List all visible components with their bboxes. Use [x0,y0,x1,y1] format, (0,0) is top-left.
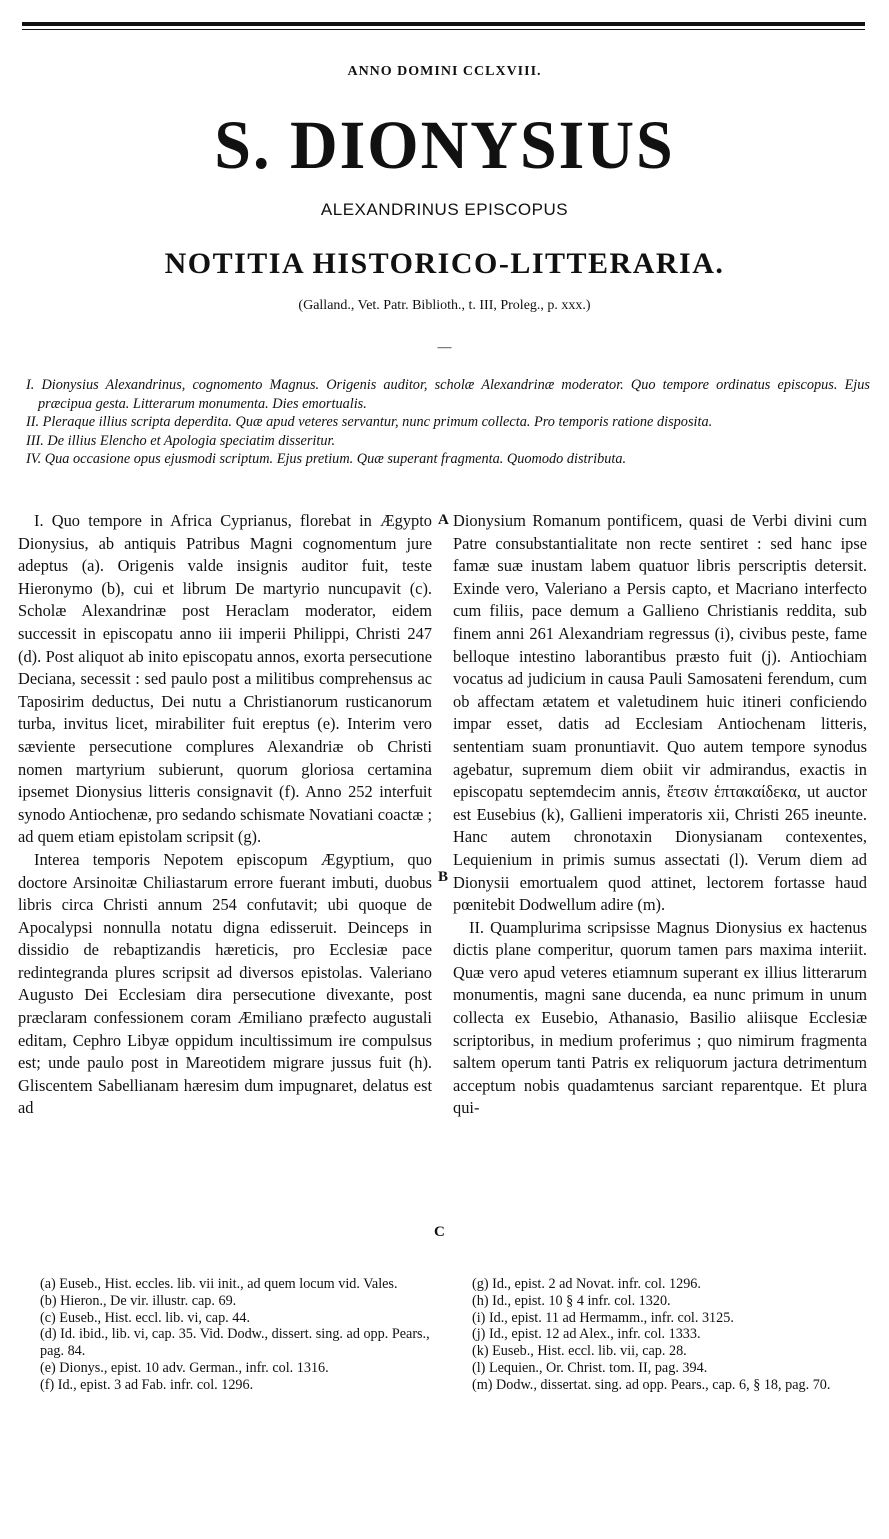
footnote-f: (f) Id., epist. 3 ad Fab. infr. col. 1296. [40,1376,254,1393]
summary-item-4: IV. Qua occasione opus ejusmodi scriptum. Ejus pretium. Quæ superant fragmenta. Quomodo distributa. [26,451,627,468]
footnote-i: (i) Id., epist. 11 ad Hermamm., infr. col. 3125. [472,1309,734,1326]
paragraph: Dionysium Romanum pontificem, quasi de Verbi divini cum Patre consubstantialitate non recte sentiret : sed hanc ipse famæ suæ inustam labem quatuor libris perscriptis detersit. Exinde vero, Valeriano a Persis capto, et Macriano interfecto cum filiis, pace demum a Gallieno Christianis reddita, sub finem anni 261 Alexandriam regressus (i), civibus peste, fame belloque intestino laborantibus præsto fuit (j). Antiochiam vocatus ad judicium in causa Pauli Samosateni ferendum, cum ob affectam ætatem et valetudinem huic itineri conficiendo impar esset, datis ad Ecclesiam Antiochenam litteris, sententiam suam pronuntiavit. Quo autem tempore synodus agebatur, supremum diem obiit vir admirandus, exactis in episcopatu septemdecim annis, ἔτεσιν ἑπτακαίδεκα, ut auctor est Eusebius (k), Gallieni imperatoris xii, Christi 265 ineunte. Hanc autem chronotaxin Dionysianam contexentes, Lequienium in primis sumus assectati (l). Verum diem ad Dionysii emortualem quod attinet, lectorem fortasse haud pœnitebit Dodwellum adire (m). [453,511,867,915]
body-column-right [453,510,867,1120]
paragraph: II. Quamplurima scripsisse Magnus Dionysius ex hactenus dictis plane comperitur, quorum tamen pars maxima interiit. Quæ vero apud veteres etiamnum superant ex illius litterarum monumentis, magni sane ducenda, ea nunc primum in unum collecta ex Eusebio, Athanasio, Basilio aliisque Ecclesiæ scriptoribus, in medium proferimus ; quo nimirum fragmenta saltem operum tanti Patris ex reliquorum jactura detrimentum acceptum nobis quadamtenus sarciant reparentque. Et plura qui- [453,917,867,1118]
page-subtitle: ALEXANDRINUS EPISCOPUS [320,200,569,219]
footnote-l: (l) Lequien., Or. Christ. tom. II, pag. 394. [472,1359,708,1376]
margin-mark-c: C [434,1224,445,1240]
footnote-g: (g) Id., epist. 2 ad Novat. infr. col. 1296. [472,1276,701,1292]
anno-domini-line: ANNO DOMINI CCLXVIII. [347,64,542,79]
summary-item-3: III. De illius Elencho et Apologia speciatim disseritur. [26,432,336,449]
summary-item-2: II. Pleraque illius scripta deperdita. Quæ apud veteres servantur, nunc primum collecta. Pro temporis ratione disposita. [26,414,713,431]
footnote-e: (e) Dionys., epist. 10 adv. German., infr. col. 1316. [40,1359,329,1376]
summary-item-1: I. Dionysius Alexandrinus, cognomento Magnus. Origenis auditor, scholæ Alexandrinæ moderator. Quo tempore ordinatus episcopus. Ejus præcipua gesta. Litterarum monumenta. Dies emortualis. [26,377,870,412]
chapter-summary [26,376,870,469]
body-column-left [18,510,432,1120]
footnotes-left [40,1276,440,1394]
footnote-c: (c) Euseb., Hist. eccl. lib. vi, cap. 44. [40,1309,250,1326]
paragraph: Interea temporis Nepotem episcopum Ægyptium, quo doctore Arsinoitæ Chiliastarum errore fuerant imbuti, duobus libris circa Christi annum 254 confutavit; ubi quoque de Apocalypsi nonnulla notatu digna edisseruit. Deinceps in dissidio de rebaptizandis hæreticis, pro Ecclesiæ pace redintegranda plures scripsit ad diversos epistolas. Valeriano Augusto Dei Ecclesiam dira persecutione divexante, post præclaram confessionem coram Æmiliano præfecto augustali editam, Cephro Libyæ oppidum incultissimum ire compulsus est; unde paulo post in Mareotidem migrare jussus fuit (h). Gliscentem Sabellianam hæresim dum impugnaret, delatus est ad [18,849,432,1118]
footnote-b: (b) Hieron., De vir. illustr. cap. 69. [40,1292,237,1309]
margin-mark-b: B [438,869,449,885]
footnote-j: (j) Id., epist. 12 ad Alex., infr. col. 1333. [472,1326,701,1343]
margin-mark-a: A [438,512,449,528]
top-rule-thick [22,22,865,26]
footnote-h: (h) Id., epist. 10 § 4 infr. col. 1320. [472,1292,671,1309]
page-title: S. DIONYSIUS [214,107,675,184]
source-citation: (Galland., Vet. Patr. Biblioth., t. III, Proleg., p. xxx.) [298,298,591,313]
footnote-k: (k) Euseb., Hist. eccl. lib. vii, cap. 28. [472,1343,687,1360]
paragraph: I. Quo tempore in Africa Cyprianus, florebat in Ægypto Dionysius, ab antiquis Patribus Magni cognomentum jure adeptus (a). Origenis valde insignis auditor fuit, teste Hieronymo (b), cui et librum De martyrio nuncupavit (c). Scholæ Alexandrinæ post Heraclam moderator, eidem successit in episcopatu anno iii imperii Philippi, Christi 247 (d). Post aliquot ab inito episcopatu annos, exorta persecutione Deciana, secessit : sed paulo post a militibus comprehensus ac Taposirim deductus, Dei nutu a Christianorum rusticanorum turba, invitus licet, mirabiliter fuit ereptus (e). Interim vero sæviente persecutione complures Alexandriæ ob Christi nomen martyrium subierunt, quorum gloriosa certamina ipsemet Dionysius litteris consignavit (f). Anno 252 interfuit synodo Antiochenæ, pro sedando schismate Novatiani coactæ ; ad quem etiam epistolam scripsit (g). [18,511,432,847]
top-rule-thin [22,29,865,30]
section-heading: NOTITIA HISTORICO-LITTERARIA. [164,247,725,280]
footnotes-right [472,1276,872,1394]
footnote-a: (a) Euseb., Hist. eccles. lib. vii init., ad quem locum vid. Vales. [40,1276,398,1292]
footnote-m: (m) Dodw., dissertat. sing. ad opp. Pears., cap. 6, § 18, pag. 70. [472,1376,831,1393]
footnote-d: (d) Id. ibid., lib. vi, cap. 35. Vid. Dodw., dissert. sing. ad opp. Pears., pag. 84. [40,1326,430,1360]
divider-dash: — [437,340,452,355]
